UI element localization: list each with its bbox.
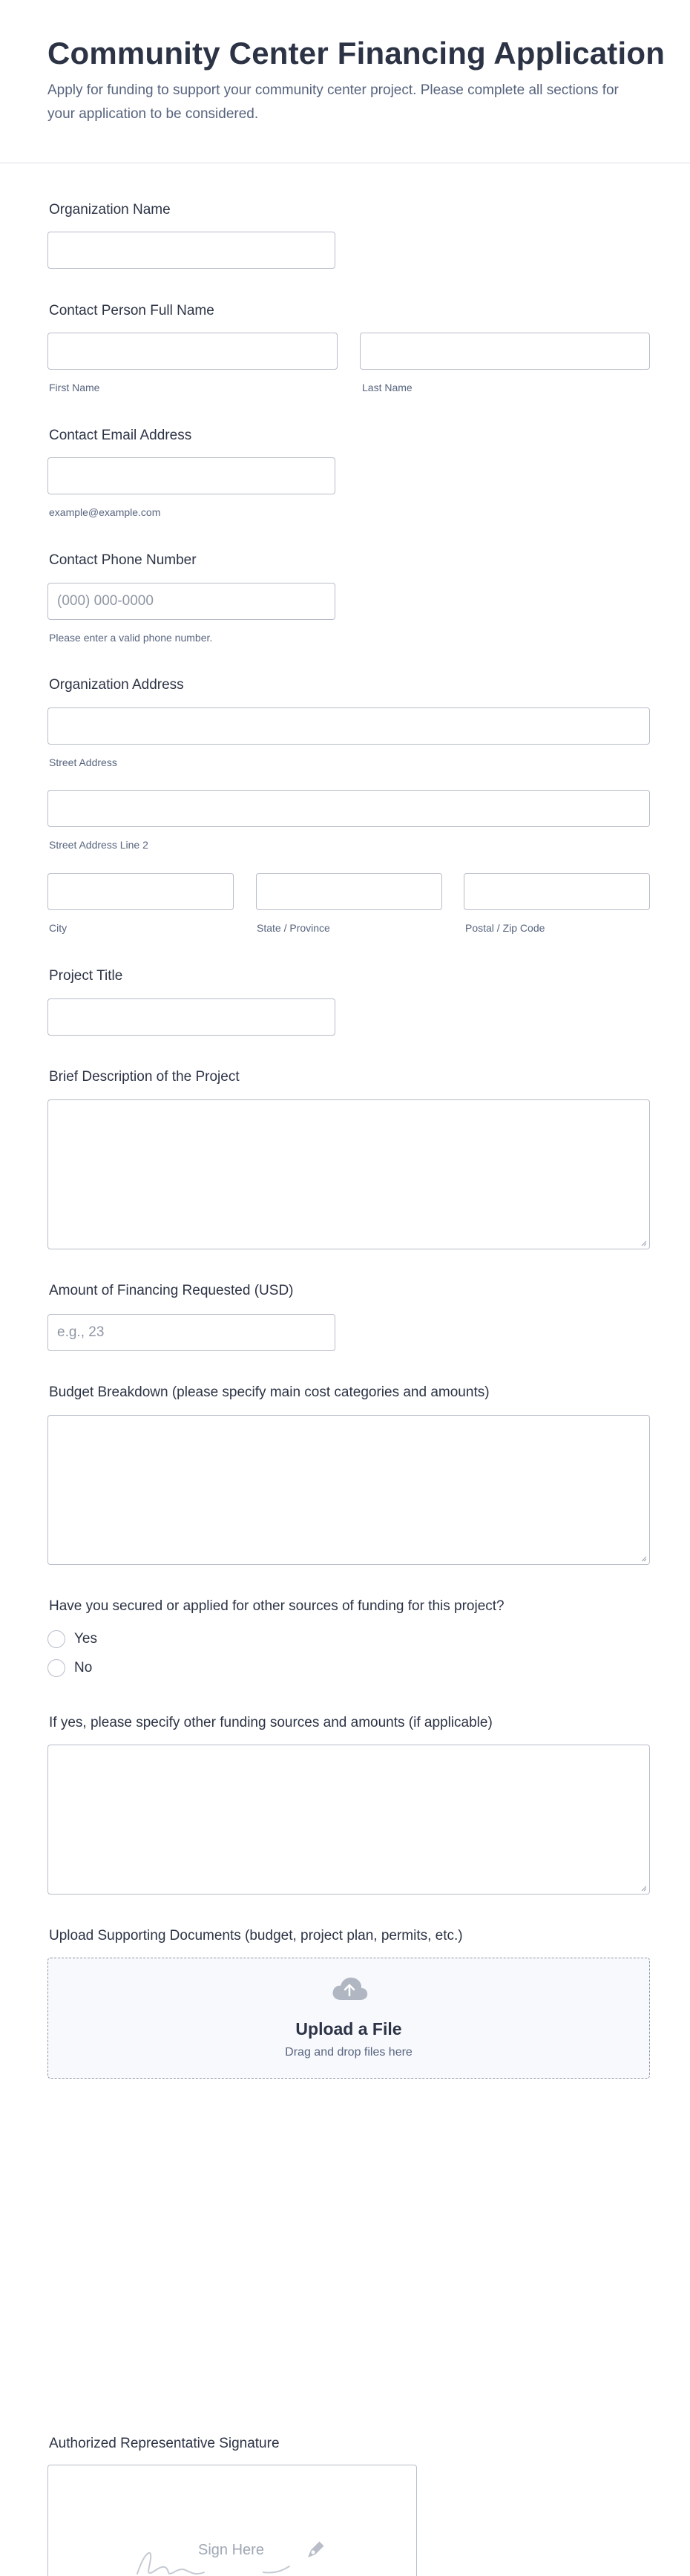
budget-textarea[interactable] bbox=[47, 1415, 650, 1565]
radio-option-yes[interactable] bbox=[47, 1630, 97, 1648]
city-sublabel: City bbox=[49, 922, 68, 934]
form-title: Community Center Financing Application bbox=[47, 36, 666, 71]
file-upload-dropzone[interactable] bbox=[47, 1958, 650, 2079]
resize-grip-icon[interactable] bbox=[641, 1556, 647, 1562]
first-name-sublabel: First Name bbox=[49, 382, 100, 393]
project-title-input[interactable] bbox=[47, 998, 335, 1036]
street-sublabel: Street Address bbox=[49, 756, 117, 768]
street2-sublabel: Street Address Line 2 bbox=[49, 839, 148, 851]
radio-button[interactable] bbox=[47, 1630, 65, 1648]
resize-grip-icon[interactable] bbox=[641, 1240, 647, 1246]
other-details-label: If yes, please specify other funding sources and amounts (if applicable) bbox=[49, 1715, 493, 1730]
other-funding-label: Have you secured or applied for other sources of funding for this project? bbox=[49, 1598, 505, 1614]
pen-icon bbox=[303, 2537, 329, 2562]
radio-button[interactable] bbox=[47, 1659, 65, 1677]
signature-pad[interactable] bbox=[47, 2465, 417, 2576]
cloud-upload-icon bbox=[330, 1975, 369, 2003]
sign-here-prompt: Sign Here bbox=[198, 2542, 264, 2558]
email-label: Contact Email Address bbox=[49, 428, 192, 443]
email-input[interactable] bbox=[47, 457, 335, 494]
upload-subtitle: Drag and drop files here bbox=[285, 2046, 413, 2059]
description-textarea[interactable] bbox=[47, 1099, 650, 1249]
other-details-textarea[interactable] bbox=[47, 1745, 650, 1895]
org-name-input[interactable] bbox=[47, 232, 335, 269]
resize-grip-icon[interactable] bbox=[641, 1886, 647, 1892]
zip-input[interactable] bbox=[464, 873, 650, 910]
org-name-label: Organization Name bbox=[49, 202, 171, 218]
contact-name-label: Contact Person Full Name bbox=[49, 303, 214, 318]
last-name-sublabel: Last Name bbox=[362, 382, 413, 393]
state-input[interactable] bbox=[256, 873, 442, 910]
address-label: Organization Address bbox=[49, 677, 184, 693]
project-title-label: Project Title bbox=[49, 968, 123, 984]
radio-option-no[interactable] bbox=[47, 1659, 92, 1677]
zip-sublabel: Postal / Zip Code bbox=[465, 922, 545, 934]
phone-hint: Please enter a valid phone number. bbox=[49, 632, 213, 644]
state-sublabel: State / Province bbox=[257, 922, 330, 934]
form-header bbox=[0, 0, 690, 163]
upload-label: Upload Supporting Documents (budget, project plan, permits, etc.) bbox=[49, 1928, 463, 1944]
phone-input[interactable] bbox=[47, 583, 335, 620]
signature-label: Authorized Representative Signature bbox=[49, 2436, 280, 2451]
budget-label: Budget Breakdown (please specify main cost categories and amounts) bbox=[49, 1385, 490, 1400]
form-subtitle: Apply for funding to support your community center project. Please complete all sections for your application to be considered. bbox=[47, 82, 619, 122]
first-name-input[interactable] bbox=[47, 333, 338, 370]
description-label: Brief Description of the Project bbox=[49, 1069, 240, 1085]
street-input[interactable] bbox=[47, 707, 650, 745]
upload-title: Upload a File bbox=[295, 2019, 402, 2039]
email-hint: example@example.com bbox=[49, 506, 161, 518]
amount-input[interactable] bbox=[47, 1314, 335, 1351]
street2-input[interactable] bbox=[47, 790, 650, 827]
amount-label: Amount of Financing Requested (USD) bbox=[49, 1283, 294, 1298]
radio-label-no: No bbox=[74, 1660, 93, 1676]
radio-label-yes: Yes bbox=[74, 1631, 97, 1647]
city-input[interactable] bbox=[47, 873, 234, 910]
last-name-input[interactable] bbox=[360, 333, 650, 370]
phone-label: Contact Phone Number bbox=[49, 552, 197, 568]
